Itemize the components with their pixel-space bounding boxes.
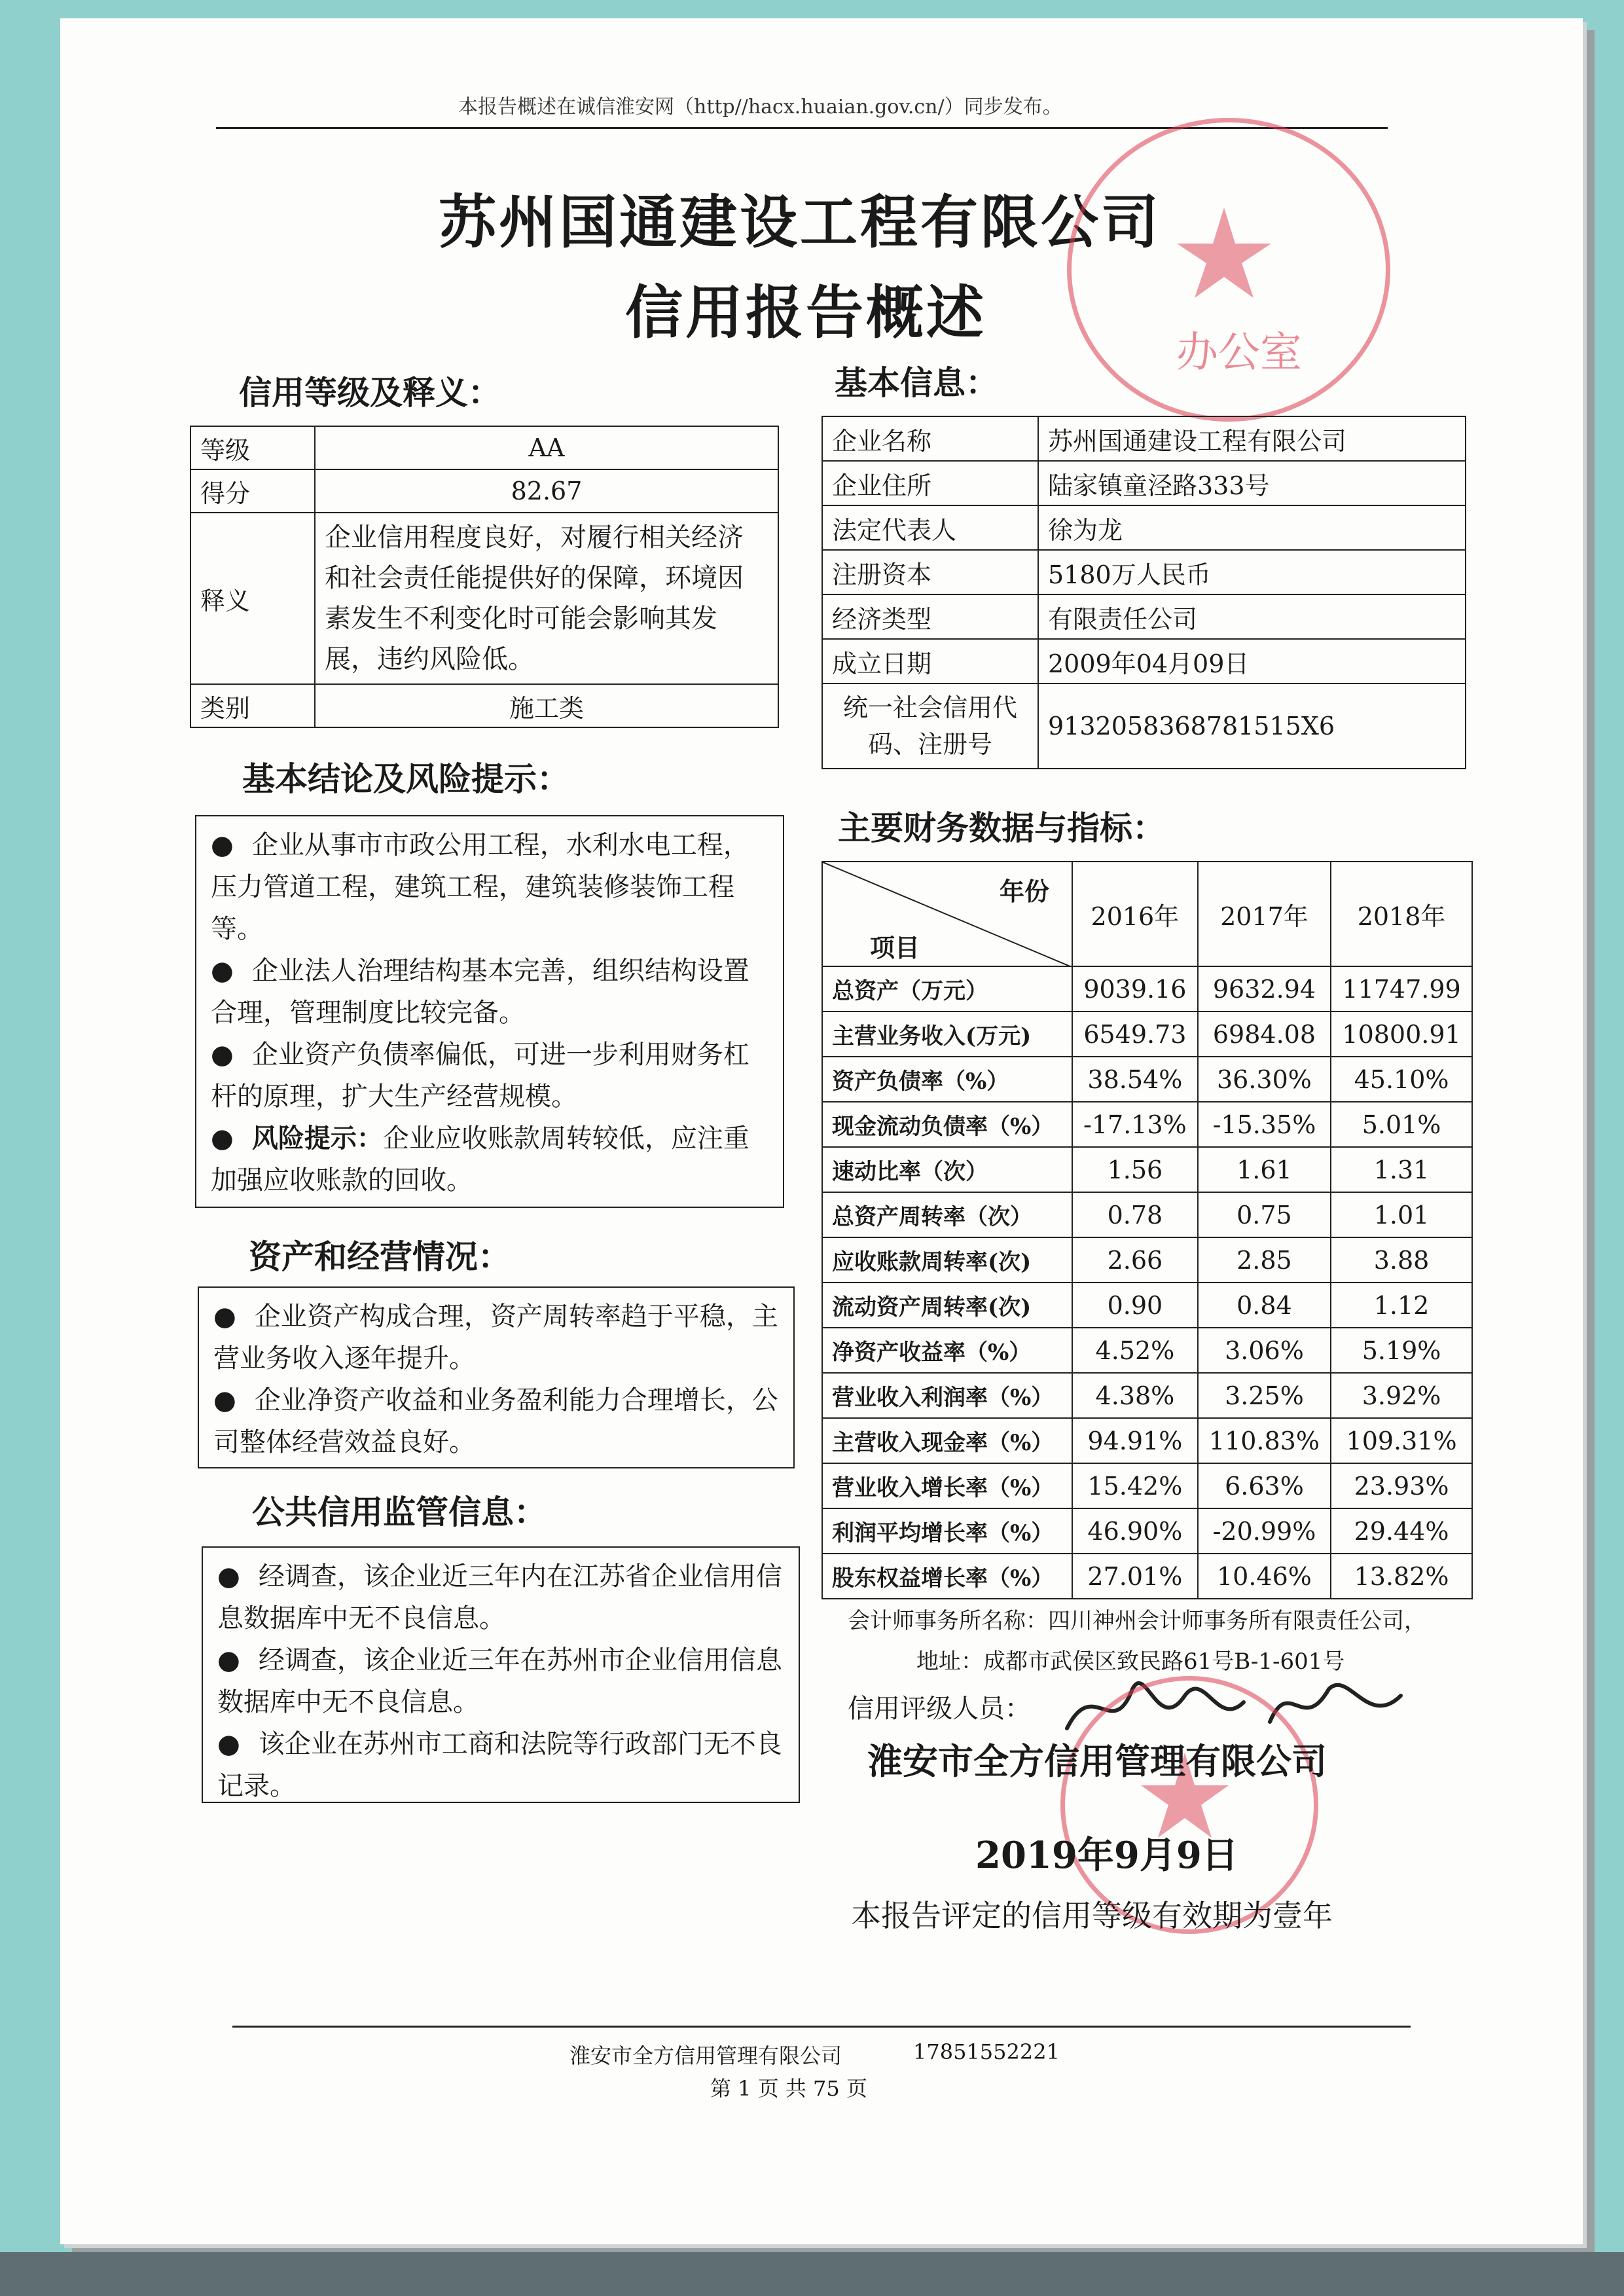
finance-cell: 1.61	[1198, 1147, 1331, 1192]
seal-text: 办公室	[1176, 329, 1302, 377]
finance-row	[822, 1011, 1472, 1057]
assets-item: ● 企业资产构成合理，资产周转率趋于平稳，主营业务收入逐年提升。	[213, 1302, 778, 1374]
finance-cell: 45.10%	[1331, 1057, 1472, 1102]
finance-row	[822, 1147, 1472, 1192]
finance-row	[822, 966, 1472, 1011]
finance-cell: 109.31%	[1331, 1418, 1472, 1463]
rating-label-level: 等级	[190, 426, 315, 469]
finance-cell: 1.01	[1331, 1192, 1472, 1237]
page-title-company: 苏州国通建设工程有限公司	[439, 188, 1162, 256]
rating-value-category: 施工类	[315, 684, 778, 727]
finance-row-label: 流动资产周转率(次)	[822, 1283, 1072, 1328]
finance-row-label: 现金流动负债率（%）	[822, 1102, 1072, 1147]
assets-heading: 资产和经营情况：	[249, 1237, 511, 1276]
finance-cell: 0.75	[1198, 1192, 1331, 1237]
public-item: ● 经调查，该企业近三年在苏州市企业信用信息数据库中无不良信息。	[217, 1645, 782, 1717]
finance-row	[822, 1237, 1472, 1283]
finance-cell: -20.99%	[1198, 1508, 1331, 1554]
public-item: ● 该企业在苏州市工商和法院等行政部门无不良记录。	[217, 1729, 782, 1801]
finance-cell: 36.30%	[1198, 1057, 1331, 1102]
basic-label: 企业名称	[822, 416, 1038, 461]
finance-row-label: 营业收入利润率（%）	[822, 1373, 1072, 1418]
finance-row	[822, 1283, 1472, 1328]
conclusion-item: ● 企业法人治理结构基本完善，组织结构设置合理，管理制度比较完备。	[211, 956, 749, 1028]
basic-label: 法定代表人	[822, 505, 1038, 550]
finance-cell: 3.25%	[1198, 1373, 1331, 1418]
finance-cell: 1.56	[1072, 1147, 1198, 1192]
finance-cell: 6549.73	[1072, 1011, 1198, 1057]
finance-cell: 3.92%	[1331, 1373, 1472, 1418]
footer-company: 淮安市全方信用管理有限公司	[569, 2043, 842, 2068]
finance-row	[822, 1328, 1472, 1373]
footer-page-number: 第 1 页 共 75 页	[710, 2076, 867, 2101]
scanner-background	[0, 2252, 1624, 2296]
public-heading: 公共信用监管信息：	[252, 1493, 547, 1531]
finance-cell: 29.44%	[1331, 1508, 1472, 1554]
finance-cell: 5.19%	[1331, 1328, 1472, 1373]
finance-cell: 27.01%	[1072, 1554, 1198, 1599]
finance-cell: 10800.91	[1331, 1011, 1472, 1057]
finance-cell: 1.31	[1331, 1147, 1472, 1192]
conclusion-item: ● 企业从事市市政公用工程，水利水电工程，压力管道工程，建筑工程，建筑装修装饰工程等。	[211, 830, 749, 944]
finance-cell: -17.13%	[1072, 1102, 1198, 1147]
finance-row-label: 主营业务收入(万元)	[822, 1011, 1072, 1057]
finance-cell: 2.66	[1072, 1237, 1198, 1283]
finance-row	[822, 1508, 1472, 1554]
year-header: 2018年	[1331, 862, 1472, 966]
finance-corner-cell	[822, 862, 1072, 966]
finance-row	[822, 1418, 1472, 1463]
rating-table	[190, 426, 779, 728]
rating-value-level: AA	[315, 426, 778, 469]
finance-cell: 94.91%	[1072, 1418, 1198, 1463]
corner-item-label: 项目	[870, 933, 920, 962]
finance-cell: 38.54%	[1072, 1057, 1198, 1102]
finance-row-label: 股东权益增长率（%）	[822, 1554, 1072, 1599]
finance-row	[822, 1102, 1472, 1147]
basic-value: 陆家镇童泾路333号	[1038, 461, 1466, 505]
year-header: 2017年	[1198, 862, 1331, 966]
conclusion-item: ● 企业资产负债率偏低，可进一步利用财务杠杆的原理，扩大生产经营规模。	[211, 1040, 749, 1112]
finance-table-body	[822, 966, 1472, 1599]
finance-cell: -15.35%	[1198, 1102, 1331, 1147]
basic-info-table	[821, 416, 1466, 769]
finance-cell: 6.63%	[1198, 1463, 1331, 1508]
basic-value: 5180万人民币	[1038, 550, 1466, 594]
finance-cell: 2.85	[1198, 1237, 1331, 1283]
finance-row-label: 应收账款周转率(次)	[822, 1237, 1072, 1283]
conclusion-box	[195, 815, 784, 1208]
finance-cell: 9632.94	[1198, 966, 1331, 1011]
basic-label: 成立日期	[822, 639, 1038, 683]
finance-row-label: 速动比率（次）	[822, 1147, 1072, 1192]
basic-heading: 基本信息：	[835, 363, 998, 402]
public-box	[202, 1546, 800, 1803]
footer-rule	[232, 2026, 1411, 2028]
basic-label: 企业住所	[822, 461, 1038, 505]
finance-row	[822, 1373, 1472, 1418]
finance-cell: 10.46%	[1198, 1554, 1331, 1599]
finance-row-label: 总资产（万元）	[822, 966, 1072, 1011]
rating-value-meaning: 企业信用程度良好，对履行相关经济和社会责任能提供好的保障，环境因素发生不利变化时可能会影响其发展，违约风险低。	[315, 513, 778, 684]
finance-row-label: 营业收入增长率（%）	[822, 1463, 1072, 1508]
rating-label-meaning: 释义	[190, 513, 315, 684]
finance-cell: 1.12	[1331, 1283, 1472, 1328]
basic-value: 有限责任公司	[1038, 594, 1466, 639]
finance-row-label: 利润平均增长率（%）	[822, 1508, 1072, 1554]
finance-cell: 4.38%	[1072, 1373, 1198, 1418]
finance-cell: 13.82%	[1331, 1554, 1472, 1599]
finance-cell: 3.06%	[1198, 1328, 1331, 1373]
basic-value: 2009年04月09日	[1038, 639, 1466, 683]
assets-item: ● 企业净资产收益和业务盈利能力合理增长，公司整体经营效益良好。	[213, 1385, 778, 1457]
basic-label: 注册资本	[822, 550, 1038, 594]
basic-value: 苏州国通建设工程有限公司	[1038, 416, 1466, 461]
year-header: 2016年	[1072, 862, 1198, 966]
finance-row	[822, 1057, 1472, 1102]
accounting-firm: 会计师事务所名称：四川神州会计师事务所有限责任公司，	[848, 1608, 1426, 1634]
page-title-report: 信用报告概述	[625, 278, 987, 346]
finance-row-label: 净资产收益率（%）	[822, 1328, 1072, 1373]
finance-row	[822, 1192, 1472, 1237]
header-note: 本报告概述在诚信淮安网（http//hacx.huaian.gov.cn/）同步发布。	[458, 96, 1062, 118]
finance-cell: 0.90	[1072, 1283, 1198, 1328]
basic-label: 统一社会信用代码、注册号	[822, 683, 1038, 769]
public-item: ● 经调查，该企业近三年内在江苏省企业信用信息数据库中无不良信息。	[217, 1561, 782, 1633]
basic-label: 经济类型	[822, 594, 1038, 639]
validity-note: 本报告评定的信用等级有效期为壹年	[851, 1898, 1333, 1933]
rating-label-category: 类别	[190, 684, 315, 727]
finance-cell: 3.88	[1331, 1237, 1472, 1283]
risk-item: ● 风险提示：企业应收账款周转较低，应注重加强应收账款的回收。	[211, 1123, 749, 1195]
finance-cell: 0.84	[1198, 1283, 1331, 1328]
finance-cell: 23.93%	[1331, 1463, 1472, 1508]
finance-heading: 主要财务数据与指标：	[838, 809, 1165, 847]
seal-star-icon	[1065, 1681, 1305, 1920]
finance-cell: 9039.16	[1072, 966, 1198, 1011]
issuer-name: 淮安市全方信用管理有限公司	[867, 1740, 1327, 1782]
finance-row-label: 总资产周转率（次）	[822, 1192, 1072, 1237]
basic-value: 徐为龙	[1038, 505, 1466, 550]
footer-phone: 17851552221	[913, 2039, 1060, 2064]
finance-row-label: 资产负债率（%）	[822, 1057, 1072, 1102]
finance-cell: 110.83%	[1198, 1418, 1331, 1463]
finance-cell: 46.90%	[1072, 1508, 1198, 1554]
rating-value-score: 82.67	[315, 469, 778, 513]
finance-cell: 6984.08	[1198, 1011, 1331, 1057]
finance-row-label: 主营收入现金率（%）	[822, 1418, 1072, 1463]
rater-label: 信用评级人员：	[848, 1694, 1031, 1724]
conclusion-heading: 基本结论及风险提示：	[242, 759, 569, 798]
finance-row	[822, 1463, 1472, 1508]
finance-cell: 5.01%	[1331, 1102, 1472, 1147]
accounting-address: 地址：成都市武侯区致民路61号B-1-601号	[916, 1649, 1345, 1675]
finance-cell: 0.78	[1072, 1192, 1198, 1237]
finance-table	[821, 861, 1473, 1599]
assets-box	[198, 1286, 795, 1468]
finance-cell: 11747.99	[1331, 966, 1472, 1011]
finance-cell: 15.42%	[1072, 1463, 1198, 1508]
rating-heading: 信用等级及释义：	[239, 373, 501, 412]
corner-year-label: 年份	[1000, 877, 1050, 906]
issue-date: 2019年9月9日	[975, 1834, 1238, 1877]
rating-label-score: 得分	[190, 469, 315, 513]
finance-cell: 4.52%	[1072, 1328, 1198, 1373]
finance-row	[822, 1554, 1472, 1599]
official-seal-stamp	[1067, 118, 1390, 422]
basic-value: 9132058368781515X6	[1038, 683, 1466, 769]
